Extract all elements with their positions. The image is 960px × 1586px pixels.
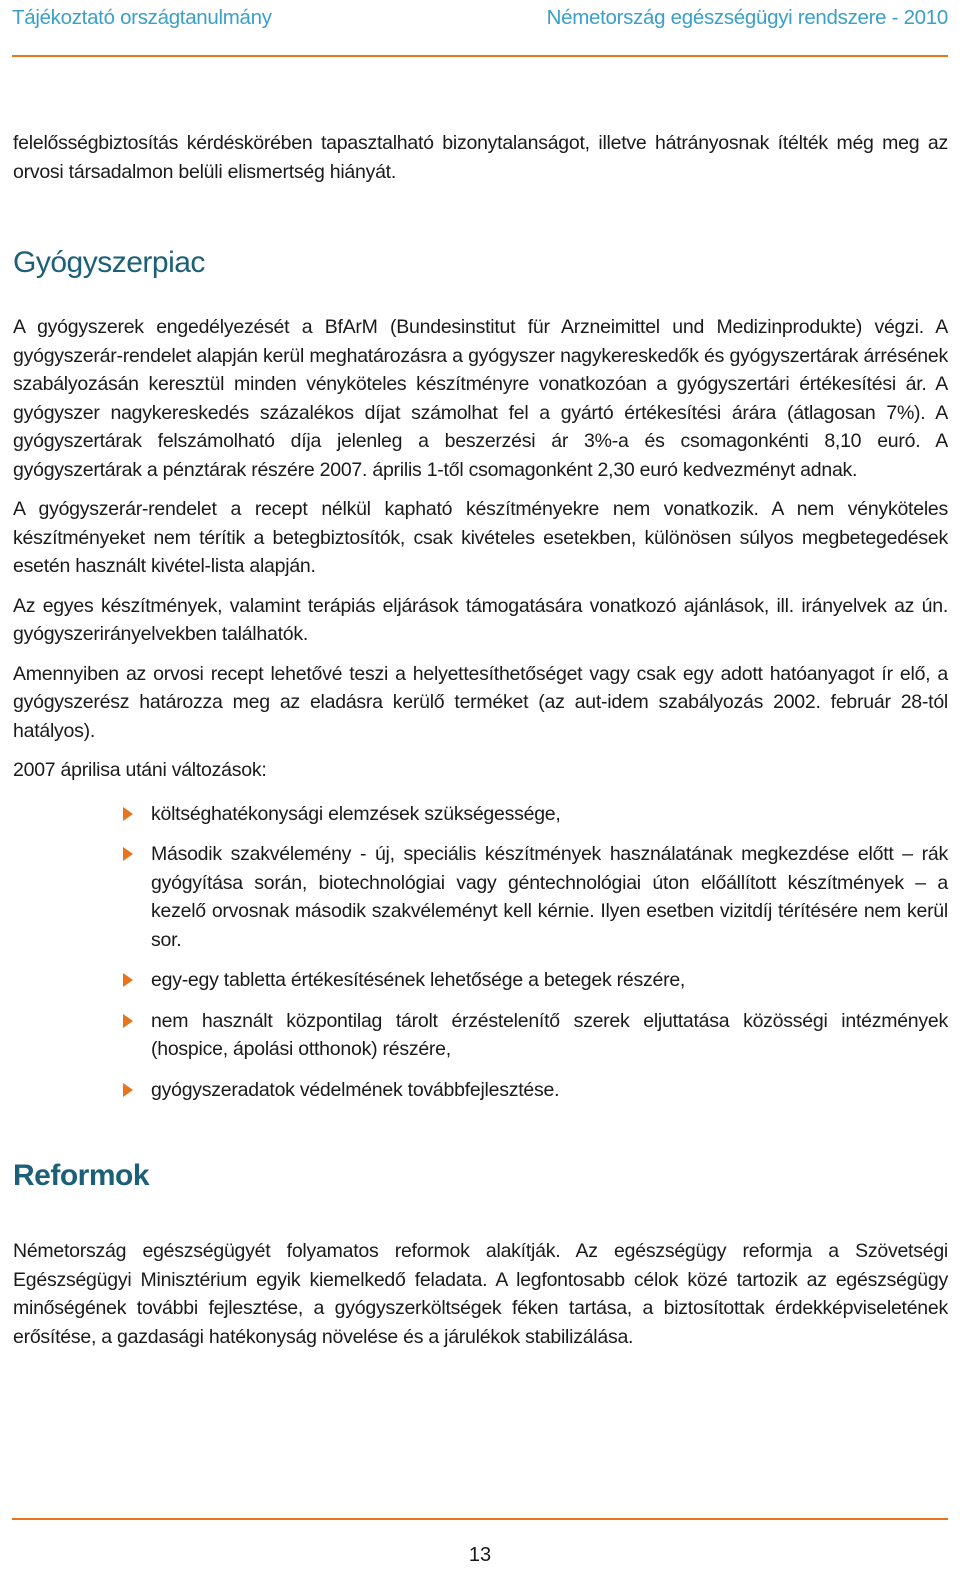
bullet-triangle-icon [123, 807, 133, 821]
list-item [123, 1076, 948, 1105]
list-item [123, 800, 948, 829]
list-item-text: egy-egy tabletta értékesítésének lehetősége a betegek részére, [151, 969, 686, 991]
bullet-triangle-icon [123, 847, 133, 861]
footer-rule [12, 1518, 948, 1520]
section-heading-reformok: Reformok [13, 1159, 150, 1192]
list-item [123, 1007, 948, 1064]
paragraph: Az egyes készítmények, valamint terápiás eljárások támogatására vonatkozó ajánlások, ill. irányelvek az ún. gyógyszerirányelvekben találhatók. [13, 594, 948, 645]
paragraph: Németország egészségügyét folyamatos reformok alakítják. Az egészségügy reformja a Szövetségi Egészségügyi Minisztérium egyik kiemelkedő feladata. A legfontosabb célok közé tartozik az egészségügy minőségének további fejlesztése, a gyógyszerköltségek féken tartása, a biztosítottak érdekképviseletének erősítése, a gazdasági hatékonyság növelése és a járulékok stabilizálása. [13, 1240, 948, 1348]
list-item [123, 966, 948, 995]
bullet-triangle-icon [123, 973, 133, 987]
intro-paragraph: felelősségbiztosítás kérdéskörében tapasztalható bizonytalanságot, illetve hátrányosnak ítélték még meg az orvosi társadalmon belüli elismertség hiányát. [13, 132, 948, 183]
paragraph: A gyógyszerár-rendelet a recept nélkül kapható készítményekre nem vonatkozik. A nem vényköteles készítményeket nem térítik a betegbiztosítók, csak kivételes esetekben, különösen súlyos megbetegedések esetén használt kivétel-lista alapján. [13, 498, 948, 577]
paragraph: Amennyiben az orvosi recept lehetővé teszi a helyettesíthetőséget vagy csak egy adott hatóanyagot ír elő, a gyógyszerész határozza meg az eladásra kerülő terméket (az aut-idem szabályozás 2002. február 28-tól hatályos). [13, 662, 948, 742]
bullet-triangle-icon [123, 1083, 133, 1097]
bullets-intro: 2007 áprilisa utáni változások: [13, 759, 267, 781]
section-heading-gyogyszerpiac: Gyógyszerpiac [13, 246, 205, 279]
list-item-text: nem használt központilag tárolt érzéstelenítő szerek eljuttatása közösségi intézmények (hospice, ápolási otthonok) részére, [151, 1009, 948, 1060]
paragraph: A gyógyszerek engedélyezését a BfArM (Bundesinstitut für Arzneimittel und Medizinprodukte) végzi. A gyógyszerár-rendelet alapján kerül meghatározásra a gyógyszer nagykereskedők és gyógyszertárak árrésének szabályozásán keresztül minden vényköteles készítményre vonatkozóan a gyógyszertári értékesítési ár. A gyógyszer nagykereskedés százalékos díjat számolhat fel a gyártó értékesítési árára (átlagosan 7%). A gyógyszertárak felszámolható díja jelenleg a beszerzési ár 3%-a és csomagonkénti 8,10 euró. A gyógyszertárak a pénztárak részére 2007. április 1-től csomagonként 2,30 euró kedvezményt adnak. [13, 316, 948, 481]
bullet-triangle-icon [123, 1014, 133, 1028]
list-item [123, 840, 948, 954]
page-content [13, 129, 948, 1351]
changes-list [13, 800, 948, 1105]
page-header [12, 0, 948, 57]
list-item-text: költséghatékonysági elemzések szükségessége, [151, 802, 561, 825]
header-section-title: Németország egészségügyi rendszere - 2010 [546, 6, 948, 29]
list-item-text: Második szakvélemény - új, speciális készítmények használatának megkezdése előtt – rák gyógyítása során, biotechnológiai vagy géntechnológiai úton előállított készítmények – a kezelő orvosnak második szakvéleményt kell kérnie. Ilyen esetben vizitdíj térítésére nem kerül sor. [151, 843, 948, 951]
header-document-title: Tájékoztató országtanulmány [12, 6, 272, 29]
page-number: 13 [468, 1544, 492, 1566]
list-item-text: gyógyszeradatok védelmének továbbfejlesztése. [151, 1078, 560, 1101]
